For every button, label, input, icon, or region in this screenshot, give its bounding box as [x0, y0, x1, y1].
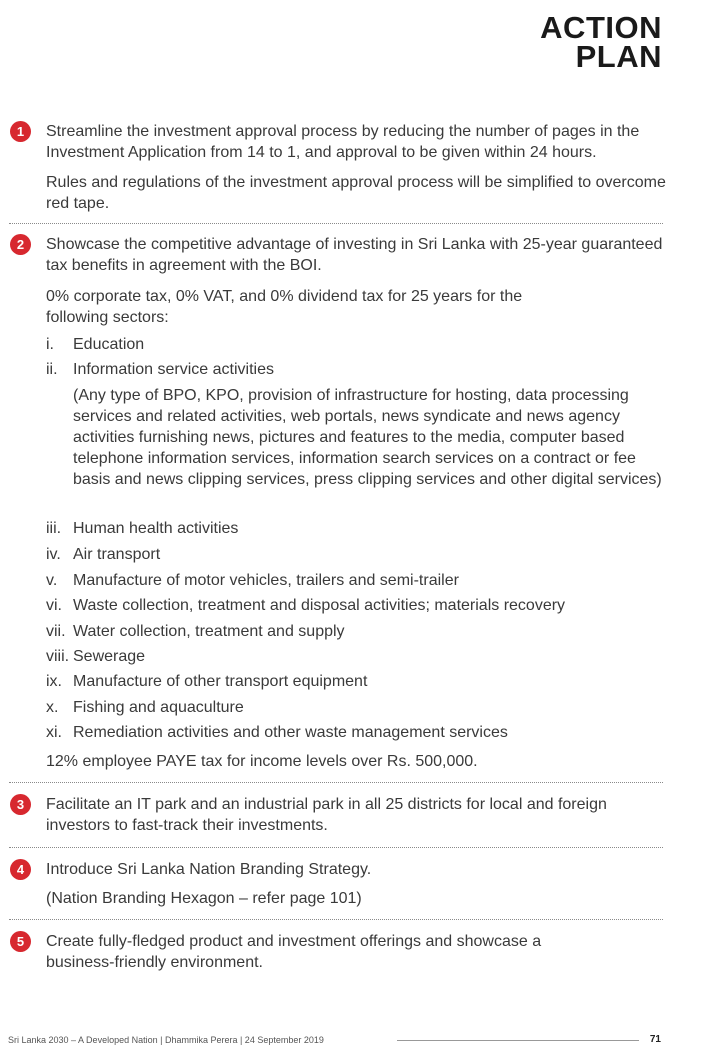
sector-label: Water collection, treatment and supply [73, 623, 345, 640]
sector-number: v. [46, 572, 58, 589]
dotted-divider [9, 919, 663, 920]
sector-label: Remediation activities and other waste management services [73, 724, 508, 741]
sector-label: Information service activities [73, 361, 274, 378]
sector-number: ii. [46, 361, 58, 378]
sector-label: Air transport [73, 546, 161, 563]
footer-text: Sri Lanka 2030 – A Developed Nation | Dhammika Perera | 24 September 2019 [8, 1035, 324, 1045]
sector-label: Sewerage [73, 648, 146, 665]
sector-label: Fishing and aquaculture [73, 699, 244, 716]
item-number-badge: 1 [10, 121, 31, 142]
item-2-closing: 12% employee PAYE tax for income levels over Rs. 500,000. [46, 753, 478, 770]
item-4-paragraph-1: Introduce Sri Lanka Nation Branding Strategy. [46, 861, 372, 878]
dotted-divider [9, 223, 663, 224]
sector-number: vii. [46, 623, 66, 640]
sector-label: Education [73, 336, 145, 353]
sector-label: Waste collection, treatment and disposal activities; materials recovery [73, 597, 566, 614]
item-2-paragraph-1: Showcase the competitive advantage of investing in Sri Lanka with 25-year guaranteed tax benefits in agreement with the BOI. [46, 236, 663, 274]
page-title [540, 10, 662, 74]
title-line-2: PLAN [575, 39, 662, 74]
item-1-paragraph-1: Streamline the investment approval process by reducing the number of pages in the Investment Application from 14 to 1, and approval to be given within 24 hours. [46, 123, 640, 161]
title-line-1: ACTION [540, 10, 662, 45]
sector-label: Manufacture of other transport equipment [73, 673, 368, 690]
sector-number: iii. [46, 520, 62, 537]
item-number-badge: 2 [10, 234, 31, 255]
sector-number: x. [46, 699, 59, 716]
dotted-divider [9, 782, 663, 783]
sector-number: ix. [46, 673, 62, 690]
sector-label: Human health activities [73, 520, 239, 537]
item-5-paragraph-1: Create fully-fledged product and investment offerings and showcase a business-friendly environment. [46, 933, 542, 971]
item-3-paragraph-1: Facilitate an IT park and an industrial park in all 25 districts for local and foreign investors to fast-track their investments. [46, 796, 607, 834]
dotted-divider [9, 847, 663, 848]
sector-number: viii. [46, 648, 70, 665]
sector-number: iv. [46, 546, 61, 563]
item-1-paragraph-2: Rules and regulations of the investment approval process will be simplified to overcome red tape. [46, 174, 666, 212]
sector-label: Manufacture of motor vehicles, trailers and semi-trailer [73, 572, 459, 589]
item-number-badge: 3 [10, 794, 31, 815]
sector-number: i. [46, 336, 54, 353]
footer-rule [397, 1040, 639, 1041]
sector-number: xi. [46, 724, 62, 741]
item-number-badge: 5 [10, 931, 31, 952]
item-number-badge: 4 [10, 859, 31, 880]
sector-number: vi. [46, 597, 62, 614]
page-number: 71 [649, 1034, 661, 1045]
information-services-note: (Any type of BPO, KPO, provision of infrastructure for hosting, data processing services and related activities, web portals, news syndicate and news agency activities furnishing news, pictures and features to the media, computer based telephone information services, information search services on a contract or fee basis and news clipping services, press clipping services and other digital services) [73, 387, 662, 488]
item-4-paragraph-2: (Nation Branding Hexagon – refer page 101) [46, 890, 362, 907]
item-2-paragraph-2: 0% corporate tax, 0% VAT, and 0% dividend tax for 25 years for the following sectors: [46, 288, 523, 326]
